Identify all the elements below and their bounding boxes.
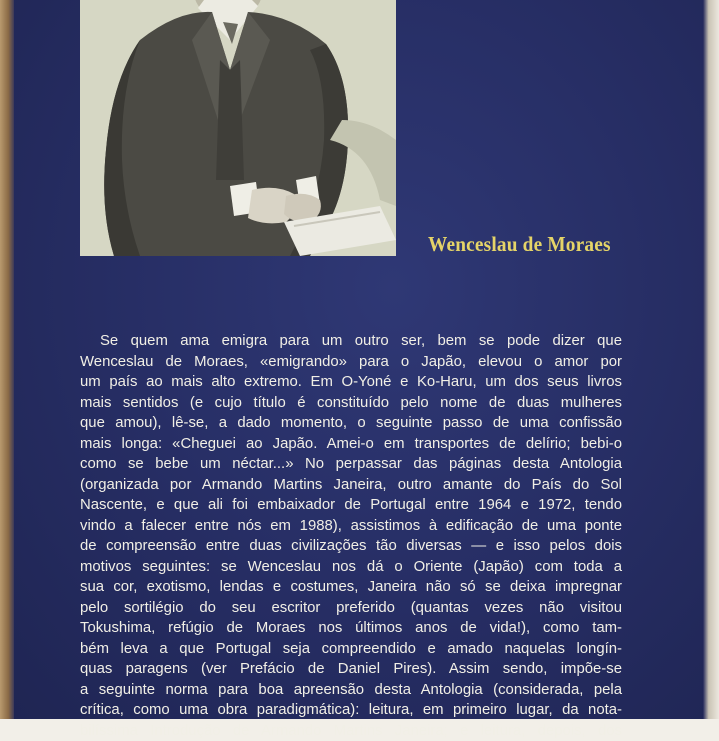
blurb-line: Wenceslau de Moraes, «emigrando» para o Japão, elevou o amor por <box>80 352 622 373</box>
book-page-edge-right <box>703 0 719 719</box>
blurb-line: Tokushima, refúgio de Moraes nos últimos anos de vida!), como tam- <box>80 618 622 639</box>
blurb-line: (organizada por Armando Martins Janeira, outro amante do País do Sol <box>80 475 622 496</box>
back-cover-blurb <box>80 331 622 741</box>
author-name: Wenceslau de Moraes <box>428 232 611 257</box>
blurb-line: mais sentidos (e cujo título é constituído pelo nome de duas mulheres <box>80 393 622 414</box>
blurb-line: a seguinte norma para boa apreensão desta Antologia (considerada, pela <box>80 680 622 701</box>
blurb-line: como se bebe um néctar...» No perpassar das páginas desta Antologia <box>80 454 622 475</box>
blurb-line: que amou), lê-se, a dado momento, o seguinte passo de uma confissão <box>80 413 622 434</box>
blurb-line: quas paragens (ver Prefácio de Daniel Pires). Assim sendo, impõe-se <box>80 659 622 680</box>
author-portrait <box>80 0 396 256</box>
blurb-line: um país ao mais alto extremo. Em O-Yoné e Ko-Haru, um dos seus livros <box>80 372 622 393</box>
blurb-line: motivos seguintes: se Wenceslau nos dá o Oriente (Japão) com toda a <box>80 557 622 578</box>
book-spine-left-edge <box>0 0 14 719</box>
blurb-line: crítica, como uma obra paradigmática): leitura, em primeiro lugar, da nota- <box>80 700 622 721</box>
blurb-line: sua cor, exotismo, lendas e costumes, Janeira não só se deixa impregnar <box>80 577 622 598</box>
blurb-line: Nascente, e que ali foi embaixador de Portugal entre 1964 e 1972, tendo <box>80 495 622 516</box>
blurb-line: vindo a falecer entre nós em 1988), assistimos à edificação de uma ponte <box>80 516 622 537</box>
blurb-line: pelo sortilégio do seu escritor preferido (quantas vezes não visitou <box>80 598 622 619</box>
blurb-line: mais longa: «Cheguei ao Japão. Amei-o em transportes de delírio; bebi-o <box>80 434 622 455</box>
blurb-line: de compreensão entre duas civilizações tão diversas — e isso pelos dois <box>80 536 622 557</box>
blurb-line: bilíssima Introdução de Armando Martins Janeira; e leitura, depois, dos <box>80 721 622 741</box>
blurb-line: bém leva a que Portugal seja compreendido e amado naquelas longín- <box>80 639 622 660</box>
blurb-line: Se quem ama emigra para um outro ser, bem se pode dizer que <box>80 331 622 352</box>
